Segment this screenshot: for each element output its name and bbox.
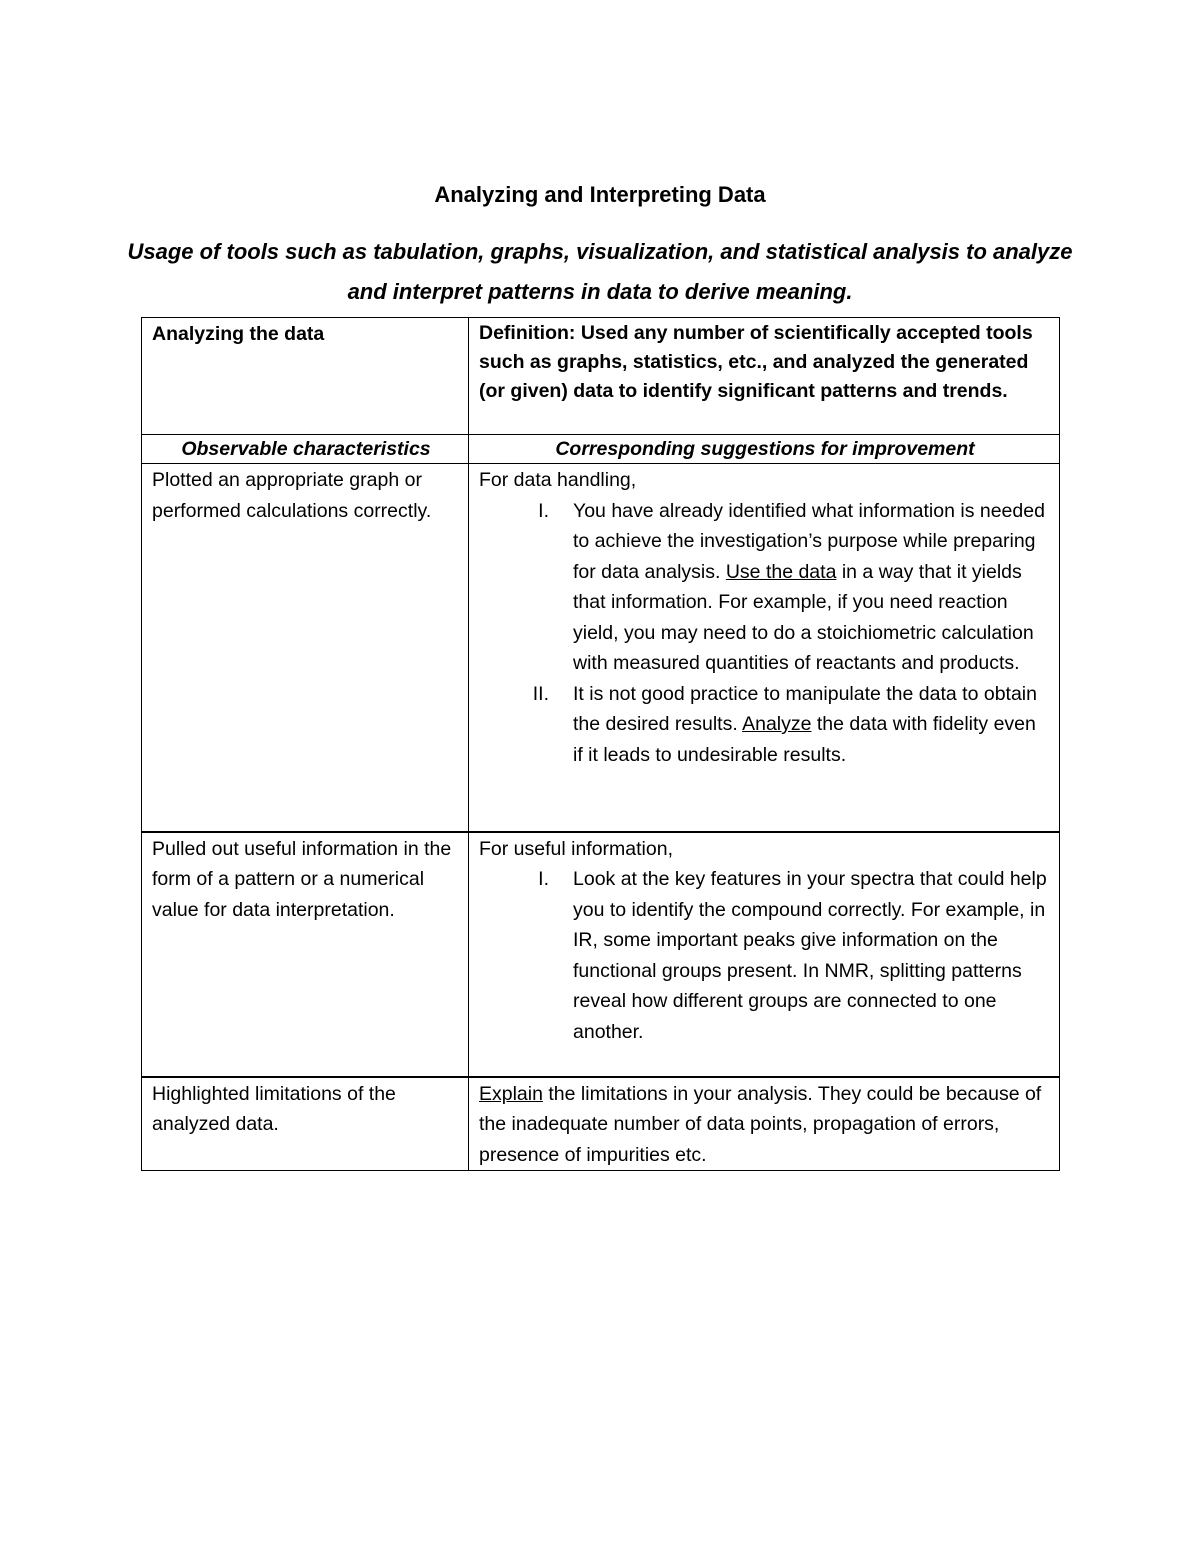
list-item-text: It is not good practice to manipulate the data to obtain the desired results.	[573, 682, 1037, 735]
suggestion-intro: For useful information,	[479, 837, 674, 860]
suggestion-cell	[469, 832, 1060, 1077]
suggestion-list	[479, 496, 1051, 771]
suggestion-intro: For data handling,	[479, 469, 637, 491]
characteristic-cell: Highlighted limitations of the analyzed data.	[142, 1077, 469, 1171]
rubric-table	[141, 317, 1060, 1171]
definition-cell: Definition: Used any number of scientifically accepted tools such as graphs, statistics, etc., and analyzed the generated (or given) data to identify significant patterns and trends.	[469, 318, 1060, 435]
list-item-text: You have already identified what information is needed to achieve the investigation’s purpose while preparing for data analysis.	[573, 499, 1045, 583]
header-observable-characteristics: Observable characteristics	[142, 435, 469, 464]
suggestion-cell	[469, 1077, 1060, 1171]
characteristic-cell: Pulled out useful information in the form of a pattern or a numerical value for data interpretation.	[142, 832, 469, 1077]
underlined-phrase: Analyze	[742, 713, 812, 735]
row-label-analyzing: Analyzing the data	[142, 318, 469, 435]
list-item	[479, 496, 1051, 679]
underlined-phrase: Use the data	[725, 560, 837, 583]
suggestion-cell	[469, 464, 1060, 832]
list-item-text: Look at the key features in your spectra that could help you to identify the compound correctly. For example, in IR, some important peaks give information on the functional groups present. In NMR, splitting patterns reveal how different groups are connected to one another.	[573, 868, 1047, 1043]
table-row	[142, 464, 1060, 832]
underlined-phrase: Explain	[479, 1082, 543, 1105]
list-marker: I.	[538, 499, 549, 522]
suggestion-text: the limitations in your analysis. They could be because of the inadequate number of data points, propagation of errors, presence of impurities etc.	[479, 1082, 1042, 1166]
list-item-text: the data with fidelity even if it leads to undesirable results.	[573, 713, 1036, 766]
suggestion-list	[479, 864, 1051, 1047]
table-row	[142, 1077, 1060, 1171]
table-row-definition	[142, 318, 1060, 435]
characteristic-cell: Plotted an appropriate graph or performed calculations correctly.	[142, 464, 469, 832]
table-row	[142, 832, 1060, 1077]
list-item	[479, 679, 1051, 771]
table-header-row	[142, 435, 1060, 464]
list-item-text: in a way that it yields that information. For example, if you need reaction yield, you may need to do a stoichiometric calculation with measured quantities of reactants and products.	[573, 560, 1034, 674]
list-marker: I.	[538, 868, 549, 890]
list-marker: II.	[532, 682, 549, 705]
list-item	[479, 864, 1051, 1047]
document-title: Analyzing and Interpreting Data	[434, 182, 766, 207]
document-subtitle: Usage of tools such as tabulation, graphs, visualization, and statistical analysis to analyze and interpret patterns in data to derive meaning.	[127, 239, 1073, 304]
header-suggestions: Corresponding suggestions for improvement	[469, 435, 1060, 464]
